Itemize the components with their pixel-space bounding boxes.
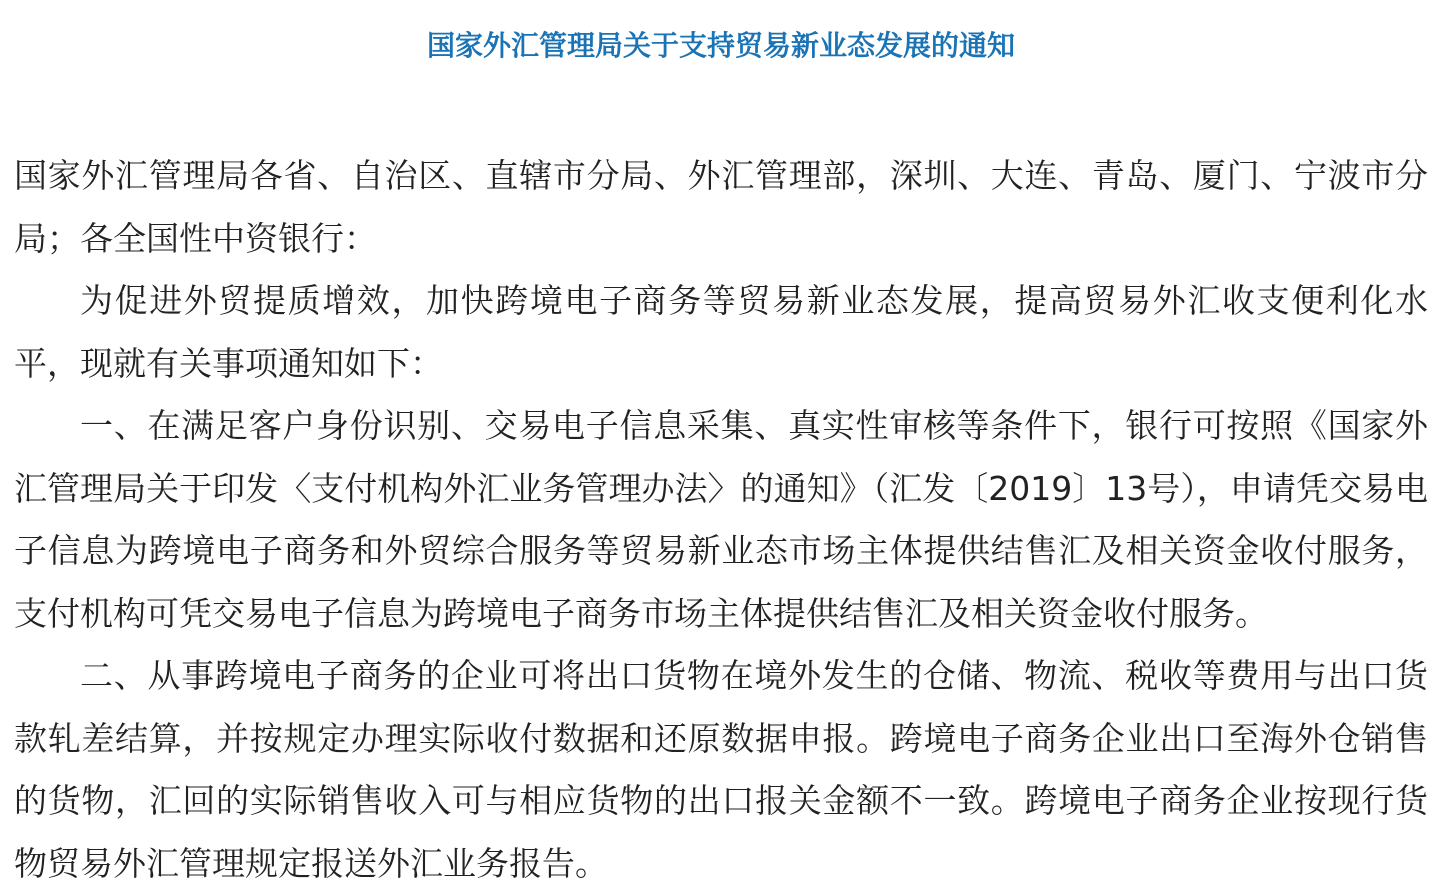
item-one-paragraph: 一、在满足客户身份识别、交易电子信息采集、真实性审核等条件下，银行可按照《国家外汇管理局关于印发〈支付机构外汇业务管理办法〉的通知》（汇发〔2019〕13号），申请凭交易电子信息为跨境电子商务和外贸综合服务等贸易新业态市场主体提供结售汇及相关资金收付服务，支付机构可凭交易电子信息为跨境电子商务市场主体提供结售汇及相关资金收付服务。 — [14, 406, 1428, 633]
item-two-paragraph: 二、从事跨境电子商务的企业可将出口货物在境外发生的仓储、物流、税收等费用与出口货款轧差结算，并按规定办理实际收付数据和还原数据申报。跨境电子商务企业出口至海外仓销售的货物，汇回的实际销售收入可与相应货物的出口报关金额不一致。跨境电子商务企业按现行货物贸易外汇管理规定报送外汇业务报告。 — [14, 656, 1428, 883]
document-title: 国家外汇管理局关于支持贸易新业态发展的通知 — [426, 29, 1015, 62]
document-body — [14, 145, 1428, 895]
intro-paragraph: 为促进外贸提质增效，加快跨境电子商务等贸易新业态发展，提高贸易外汇收支便利化水平，现就有关事项通知如下： — [14, 281, 1428, 383]
document-page — [14, 0, 1428, 883]
addressee-paragraph: 国家外汇管理局各省、自治区、直辖市分局、外汇管理部，深圳、大连、青岛、厦门、宁波市分局；各全国性中资银行： — [14, 156, 1428, 258]
